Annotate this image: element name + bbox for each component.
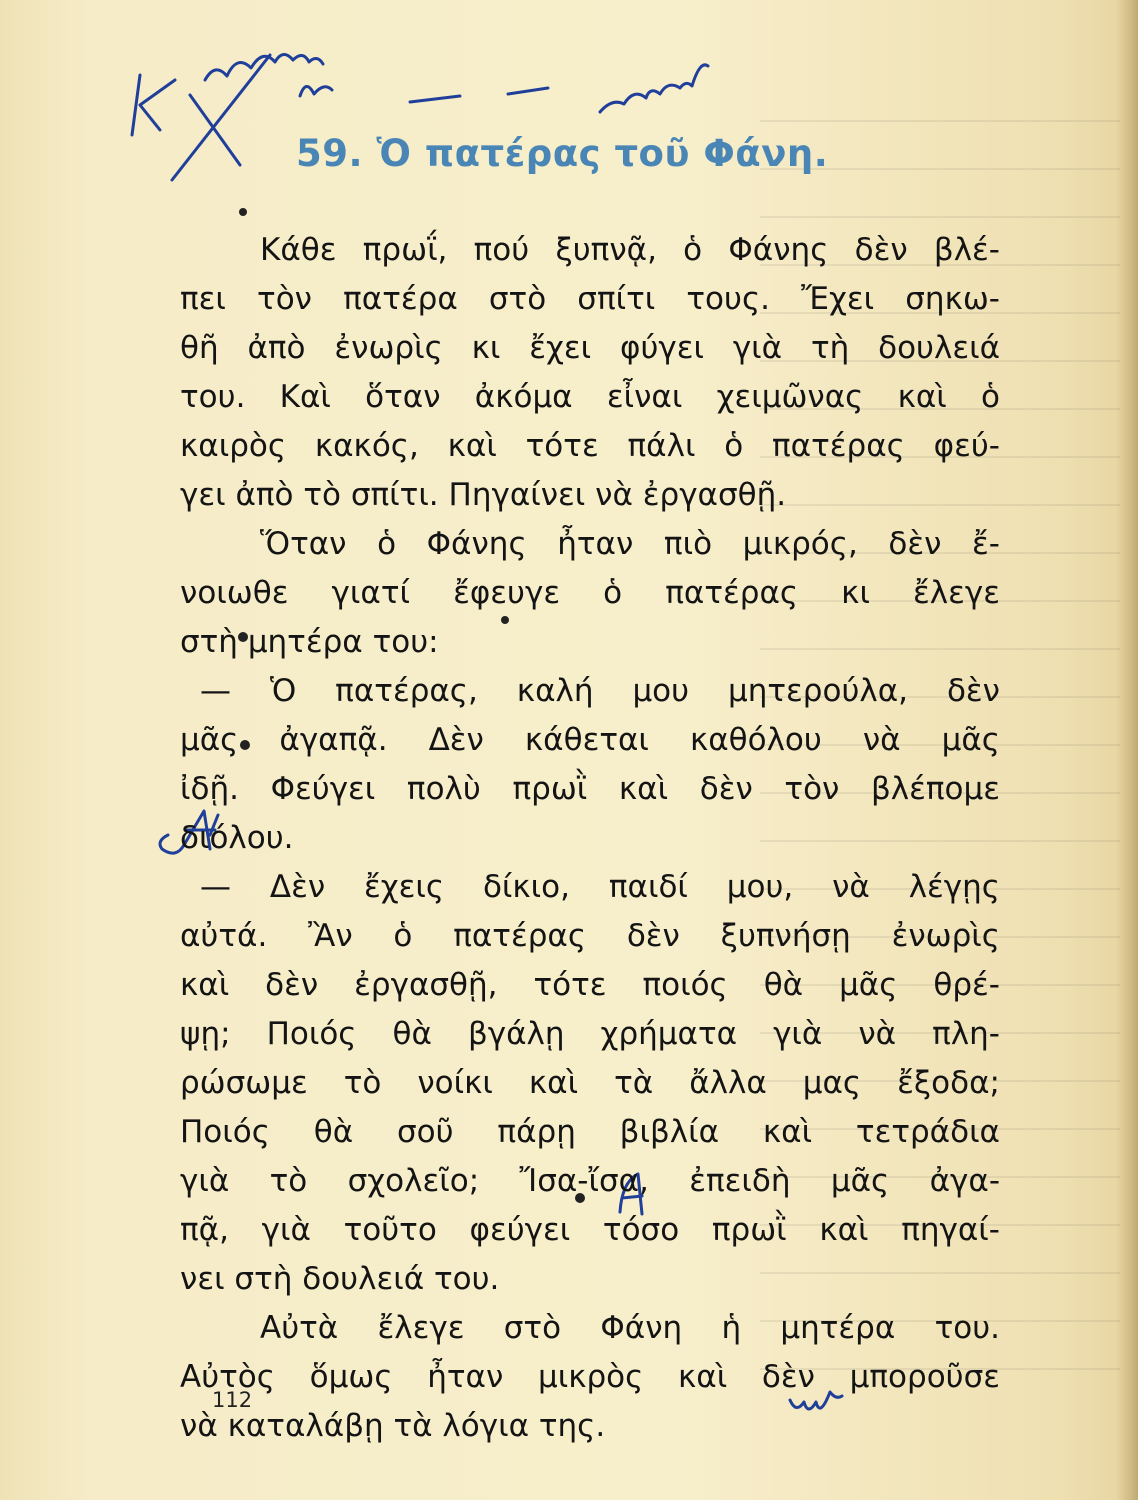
- text-line: — Ὁ πατέρας, καλή μου μητερούλα, δὲν: [200, 673, 1000, 709]
- text-line: Αὐτὰ ἔλεγε στὸ Φάνη ἡ μητέρα του.: [260, 1310, 1000, 1346]
- handwritten-dash-2: [508, 88, 548, 94]
- text-line: θῆ ἀπὸ ἐνωρὶς κι ἔχει φύγει γιὰ τὴ δουλειά: [180, 330, 1000, 366]
- page-number: 112: [212, 1388, 253, 1412]
- text-line: Κάθε πρωΐ, πού ξυπνᾷ, ὁ Φάνης δὲν βλέ-: [260, 232, 1000, 268]
- handwritten-x-mark: [172, 55, 270, 180]
- handwritten-scribble: [205, 54, 332, 96]
- text-line: νοιωθε γιατί ἔφευγε ὁ πατέρας κι ἔλεγε: [180, 575, 1000, 611]
- text-line: νει στὴ δουλειά του.: [180, 1261, 500, 1297]
- handwritten-k-mark: [132, 75, 175, 135]
- text-line: ρώσωμε τὸ νοίκι καὶ τὰ ἄλλα μας ἔξοδα;: [180, 1065, 1000, 1101]
- lesson-title: 59. Ὁ πατέρας τοῦ Φάνη.: [296, 132, 829, 175]
- text-line: Ὅταν ὁ Φάνης ἦταν πιὸ μικρός, δὲν ἔ-: [260, 526, 1000, 562]
- text-line: στὴ μητέρα του:: [180, 624, 439, 660]
- text-line: νὰ καταλάβῃ τὰ λόγια της.: [180, 1408, 606, 1444]
- text-line: μᾶς ἀγαπᾷ. Δὲν κάθεται καθόλου νὰ μᾶς: [180, 722, 1000, 758]
- text-line: γει ἀπὸ τὸ σπίτι. Πηγαίνει νὰ ἐργασθῇ.: [180, 477, 787, 513]
- text-line: Ποιός θὰ σοῦ πάρῃ βιβλία καὶ τετράδια: [180, 1114, 1000, 1150]
- handwritten-dash-1: [410, 96, 460, 102]
- text-line: Αὐτὸς ὅμως ἦταν μικρὸς καὶ δὲν μποροῦσε: [180, 1359, 1000, 1395]
- text-line: γιὰ τὸ σχολεῖο; Ἴσα-ἴσα, ἐπειδὴ μᾶς ἀγα-: [180, 1163, 1000, 1199]
- ink-dot-5: [239, 208, 247, 216]
- text-line: αὐτά. Ἂν ὁ πατέρας δὲν ξυπνήσῃ ἐνωρὶς: [180, 918, 1000, 954]
- handwritten-signature-top: [600, 65, 708, 112]
- text-line: καιρὸς κακός, καὶ τότε πάλι ὁ πατέρας φεύ-: [180, 428, 1000, 464]
- text-line: πει τὸν πατέρα στὸ σπίτι τους. Ἔχει σηκω-: [180, 281, 1000, 317]
- lesson-body: [180, 226, 1000, 1451]
- text-line: — Δὲν ἔχεις δίκιο, παιδί μου, νὰ λέγῃς: [200, 869, 1000, 905]
- text-line: του. Καὶ ὅταν ἀκόμα εἶναι χειμῶνας καὶ ὁ: [180, 379, 1000, 415]
- text-line: ψῃ; Ποιός θὰ βγάλῃ χρήματα γιὰ νὰ πλη-: [180, 1016, 1000, 1052]
- text-line: διόλου.: [180, 820, 294, 856]
- text-line: ἰδῇ. Φεύγει πολὺ πρωῒ καὶ δὲν τὸν βλέπομε: [180, 771, 1000, 807]
- text-line: πᾷ, γιὰ τοῦτο φεύγει τόσο πρωῒ καὶ πηγαί-: [180, 1212, 1000, 1248]
- text-line: καὶ δὲν ἐργασθῇ, τότε ποιός θὰ μᾶς θρέ-: [180, 967, 1000, 1003]
